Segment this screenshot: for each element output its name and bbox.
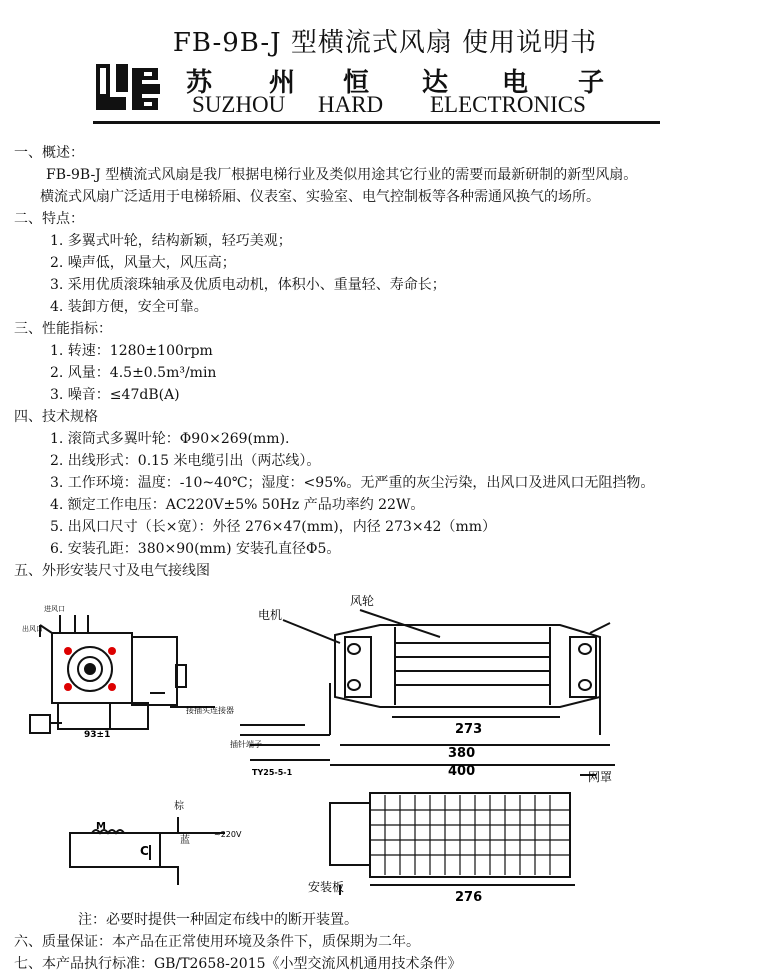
drawing-note: 注：必要时提供一种固定布线中的断开装置。 <box>78 912 358 928</box>
drawing-heading: 五、外形安装尺寸及电气接线图 <box>14 563 210 579</box>
plug-terminal-label: 插针端子 <box>230 740 262 749</box>
overview-heading: 一、概述： <box>14 145 84 161</box>
motor-m-label: M <box>96 821 106 832</box>
dim-380-label: 380 <box>448 746 476 761</box>
company-cn-char: 州 <box>269 68 296 98</box>
mount-plate-label: 安装板 <box>308 880 345 894</box>
feature-item: 1. 多翼式叶轮，结构新颖，轻巧美观； <box>50 233 292 249</box>
spec-item: 1. 滚筒式多翼叶轮：Φ90×269(mm). <box>50 431 290 447</box>
performance-heading: 三、性能指标： <box>14 321 112 337</box>
features-heading: 二、特点： <box>14 211 84 227</box>
capacitor-label: C <box>140 844 149 858</box>
inlet-label: 进风口 <box>44 605 65 613</box>
performance-item: 3. 噪音：≤47dB(A) <box>50 387 180 403</box>
dim-276-label: 276 <box>455 890 483 905</box>
dim-93-label: 93±1 <box>84 730 111 740</box>
power-label: ~220V <box>214 830 242 839</box>
installation-drawing <box>0 585 770 905</box>
company-logo <box>96 64 162 110</box>
brown-wire-label: 棕 <box>174 801 184 812</box>
spec-item: 5. 出风口尺寸（长×宽）：外径 276×47(mm)，内径 273×42（mm） <box>50 519 496 535</box>
spec-item: 3. 工作环境：温度：-10~40℃；湿度：<95%。无严重的灰尘污染，出风口及进风口无阻挡物。 <box>50 475 655 491</box>
dim-273-label: 273 <box>455 722 483 737</box>
spec-item: 2. 出线形式：0.15 米电缆引出（两芯线）。 <box>50 453 321 469</box>
connector-label: 接插头连接器 <box>186 706 234 715</box>
header-rule <box>93 121 660 124</box>
impeller-label: 风轮 <box>350 594 375 608</box>
spec-item: 6. 安装孔距：380×90(mm) 安装孔直径Φ5。 <box>50 541 341 557</box>
company-cn-char: 子 <box>578 68 605 98</box>
motor-label: 电机 <box>258 608 283 622</box>
outlet-label: 出风口 <box>22 625 43 633</box>
tyb-label: TY25-5-1 <box>252 768 293 777</box>
company-en-word: ELECTRONICS <box>430 92 586 117</box>
performance-item: 2. 风量：4.5±0.5m³/min <box>50 365 217 381</box>
feature-item: 3. 采用优质滚珠轴承及优质电动机，体积小、重量轻、寿命长； <box>50 277 446 293</box>
feature-item: 4. 装卸方便，安全可靠。 <box>50 299 208 315</box>
blue-wire-label: 蓝 <box>180 835 190 846</box>
standard-text: 七、本产品执行标准：GB/T2658-2015《小型交流风机通用技术条件》 <box>14 956 462 972</box>
company-cn-char: 恒 <box>343 68 370 98</box>
company-cn-char: 达 <box>422 68 449 98</box>
spec-item: 4. 额定工作电压：AC220V±5% 50Hz 产品功率约 22W。 <box>50 497 425 513</box>
warranty-text: 六、质量保证：本产品在正常使用环境及条件下，质保期为二年。 <box>14 934 420 950</box>
company-cn-char: 苏 <box>186 68 213 98</box>
guard-label: 网罩 <box>588 770 613 784</box>
overview-line: 横流式风扇广泛适用于电梯轿厢、仪表室、实验室、电气控制板等各种需通风换气的场所。 <box>40 189 600 205</box>
performance-item: 1. 转速：1280±100rpm <box>50 343 213 359</box>
company-en-word: HARD <box>318 92 384 117</box>
specs-heading: 四、技术规格 <box>14 409 98 425</box>
company-en-word: SUZHOU <box>192 92 286 117</box>
overview-line: FB-9B-J 型横流式风扇是我厂根据电梯行业及类似用途其它行业的需要而最新研制的新型风扇。 <box>46 167 638 183</box>
page-title: FB-9B-J 型横流式风扇 使用说明书 <box>172 28 598 58</box>
feature-item: 2. 噪声低，风量大，风压高； <box>50 255 236 271</box>
dim-400-label: 400 <box>448 764 476 779</box>
company-cn-char: 电 <box>502 68 529 98</box>
